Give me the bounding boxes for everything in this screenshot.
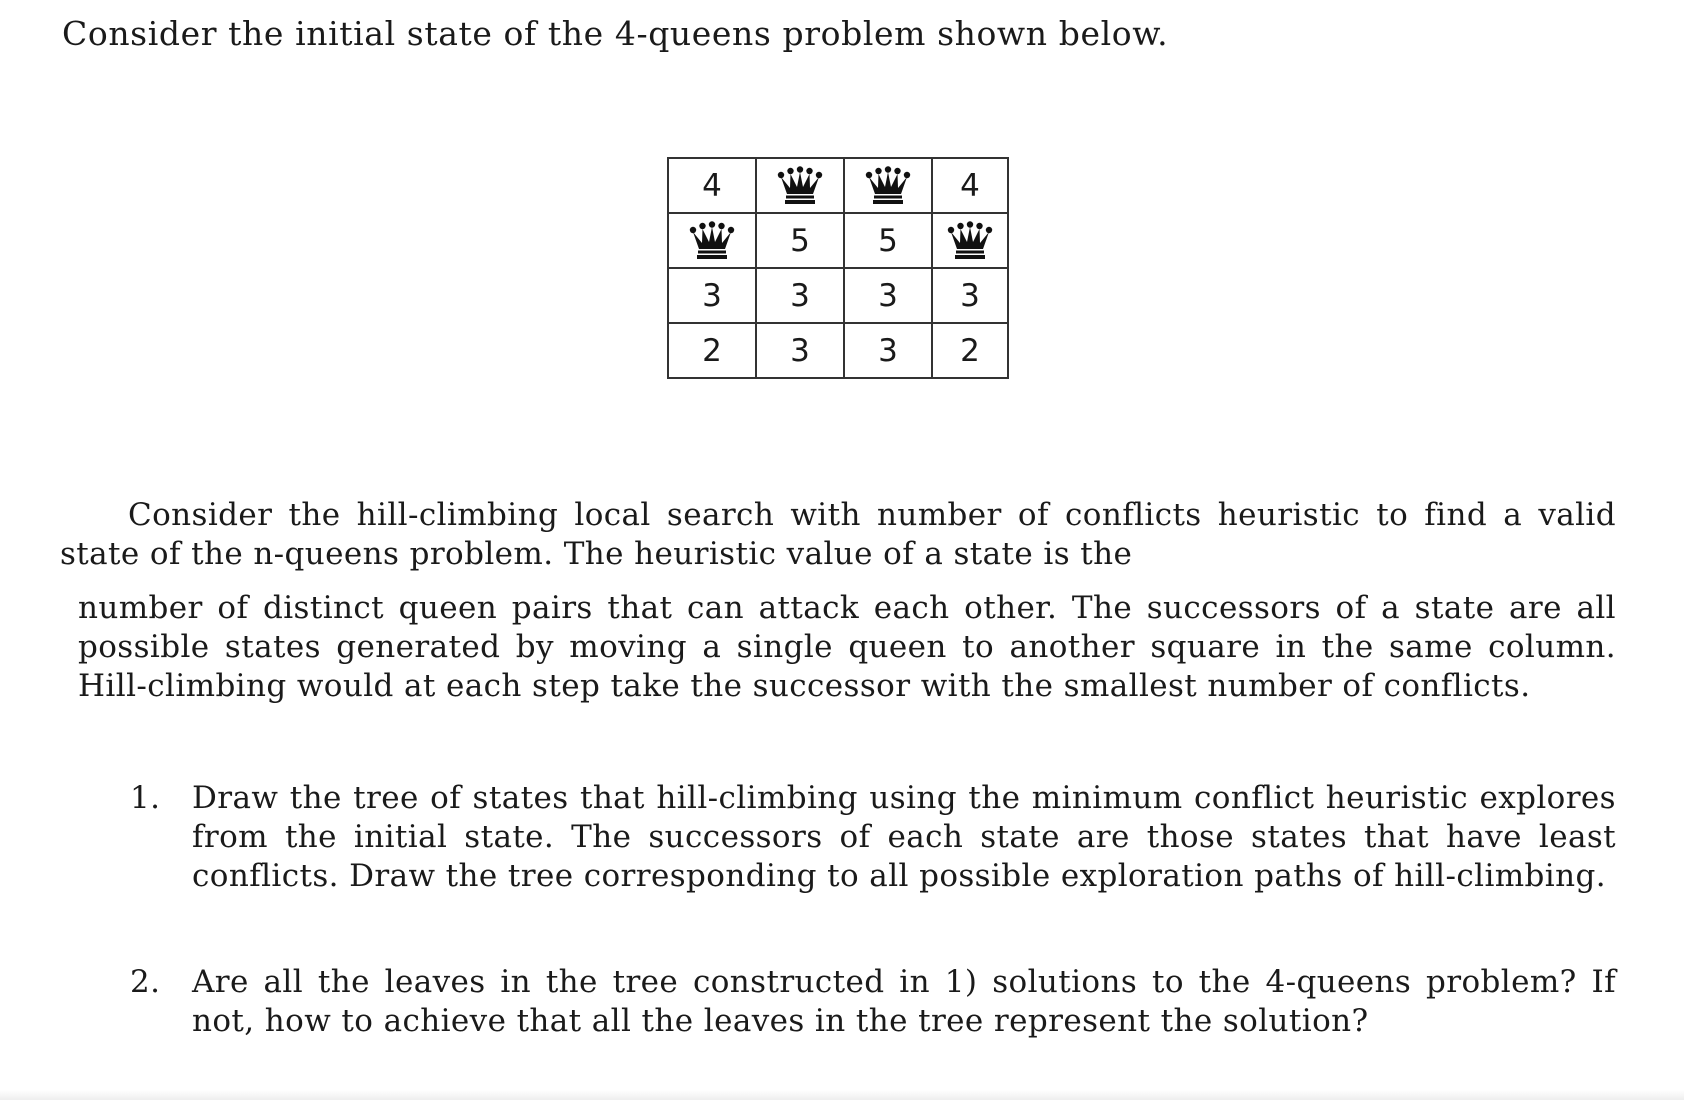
- intro-text: Consider the initial state of the 4-queens problem shown below.: [62, 14, 1169, 53]
- board-row: [668, 213, 1008, 268]
- board-cell-queen: [668, 213, 756, 268]
- page-bottom-shadow: [0, 1090, 1684, 1100]
- board-cell: 3: [756, 268, 844, 323]
- board-cell: 4: [932, 158, 1008, 213]
- question-number: 1.: [130, 780, 161, 816]
- board-row: [668, 268, 1008, 323]
- board-cell-queen: [844, 158, 932, 213]
- queens-board: [667, 157, 1009, 379]
- question-item: [130, 963, 1616, 1041]
- queen-icon: [757, 166, 843, 206]
- board-cell: 3: [932, 268, 1008, 323]
- board-cell: 3: [844, 323, 932, 378]
- board-cell: 3: [668, 268, 756, 323]
- board-row: [668, 323, 1008, 378]
- question-number: 2.: [130, 964, 161, 1000]
- board-cell: 3: [844, 268, 932, 323]
- board-cell-queen: [756, 158, 844, 213]
- board-cell: 5: [844, 213, 932, 268]
- board-cell: 5: [756, 213, 844, 268]
- queen-icon: [669, 221, 755, 261]
- board-cell: 3: [756, 323, 844, 378]
- board-cell: 2: [932, 323, 1008, 378]
- board-cell: 4: [668, 158, 756, 213]
- board-cell-queen: [932, 213, 1008, 268]
- question-text: Are all the leaves in the tree constructed in 1) solutions to the 4-queens problem? If not, how to achieve that all the leaves in the tree represent the solution?: [192, 964, 1616, 1039]
- queen-icon: [933, 221, 1007, 261]
- board-cell: 2: [668, 323, 756, 378]
- paragraph-heuristic-intro: Consider the hill-climbing local search with number of conflicts heuristic to find a valid state of the n-queens problem. The heuristic value of a state is the: [60, 497, 1616, 572]
- board-row: [668, 158, 1008, 213]
- question-item: [130, 779, 1616, 896]
- question-text: Draw the tree of states that hill-climbing using the minimum conflict heuristic explores from the initial state. The successors of each state are those states that have least conflicts. Draw the tree corresponding to all possible exploration paths of hill-climbing.: [192, 780, 1616, 894]
- paragraph-heuristic-details: number of distinct queen pairs that can attack each other. The successors of a state are all possible states generated by moving a single queen to another square in the same column. Hill-climbing would at each step take the successor with the smallest number of conflicts.: [78, 590, 1616, 704]
- queen-icon: [845, 166, 931, 206]
